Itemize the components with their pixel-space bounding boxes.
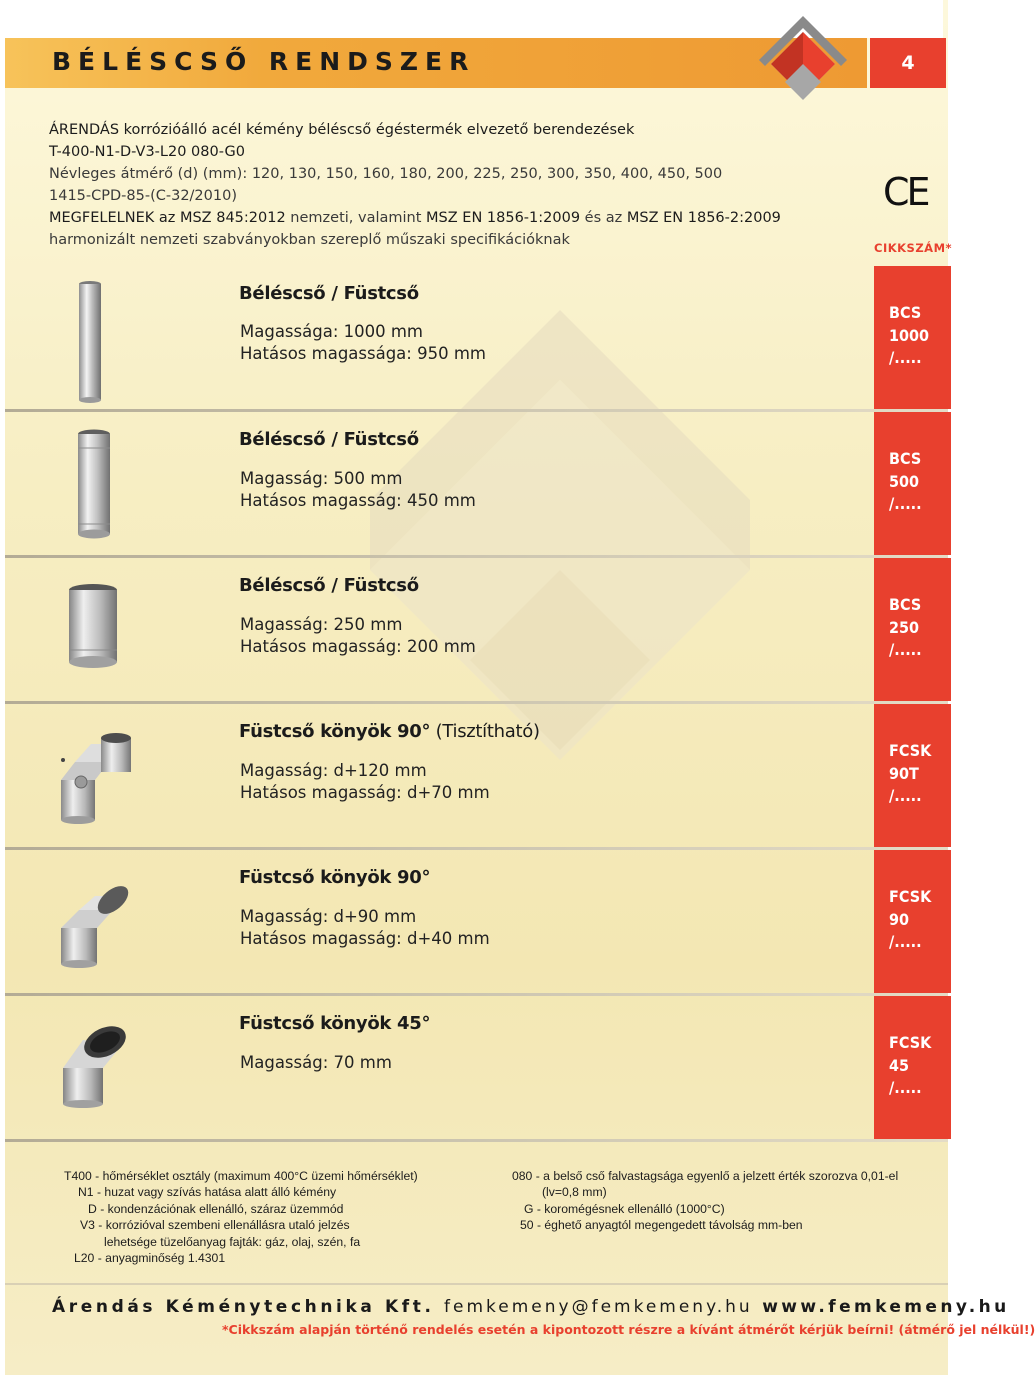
note-line: G - koromégésnek ellenálló (1000°C) [524, 1201, 725, 1216]
note-line: 50 - éghető anyagtól megengedett távolság mm-ben [520, 1218, 803, 1233]
product-row [5, 266, 948, 412]
product-title: Béléscső / Füstcső [239, 283, 419, 304]
website-link[interactable]: www.femkemeny.hu [762, 1297, 1010, 1317]
elbow-45-image [55, 1020, 139, 1110]
page-title: BÉLÉSCSŐ RENDSZER [52, 47, 476, 76]
intro-text: nemzeti, valamint [285, 210, 427, 226]
email-link[interactable]: femkemeny@femkemeny.hu [444, 1297, 753, 1317]
product-row [5, 996, 948, 1142]
intro-line: harmonizált nemzeti szabványokban szereplő műszaki specifikációknak [49, 232, 570, 248]
straight-pipe-500-image [71, 426, 117, 544]
product-code: FCSK 45 /..... [889, 1033, 932, 1097]
product-code: BCS 1000 /..... [889, 303, 930, 367]
intro-text: MEGFELELNEK az [49, 210, 180, 226]
company-logo-icon [755, 12, 851, 108]
row-divider [5, 1139, 948, 1142]
note-line: (lv=0,8 mm) [542, 1185, 607, 1200]
product-row [5, 850, 948, 996]
product-title: Béléscső / Füstcső [239, 429, 419, 450]
product-height: Magassága: 1000 mm [240, 322, 424, 341]
product-code: FCSK 90T /..... [889, 741, 932, 805]
elbow-90-cleanable-image [53, 732, 137, 824]
intro-line [49, 207, 849, 229]
product-code: BCS 500 /..... [889, 449, 922, 513]
product-code: FCSK 90 /..... [889, 887, 932, 951]
company-name: Árendás Kéménytechnika Kft. [52, 1297, 435, 1317]
product-title: Füstcső könyök 90° (Tisztítható) [239, 721, 540, 742]
note-line: N1 - huzat vagy szívás hatása alatt álló kémény [78, 1185, 337, 1200]
product-row [5, 412, 948, 558]
intro-line: Névleges átmérő (d) (mm): 120, 130, 150, 160, 180, 200, 225, 250, 300, 350, 400, 450, 500 [49, 166, 723, 182]
ce-mark: CE [883, 170, 928, 214]
product-height: Magasság: 250 mm [240, 615, 403, 634]
elbow-90-image [55, 888, 135, 970]
intro-line: ÁRENDÁS korrózióálló acél kémény béléscső égéstermék elvezető berendezések [49, 122, 635, 138]
product-row [5, 704, 948, 850]
intro-text: és az [580, 210, 627, 226]
straight-pipe-1000-image [65, 278, 115, 406]
intro-line: 1415-CPD-85-(C-32/2010) [49, 188, 237, 204]
notes-right [512, 1168, 898, 1234]
product-effective-height: Hatásos magasság: d+70 mm [240, 783, 490, 802]
product-height: Magasság: 500 mm [240, 469, 403, 488]
product-effective-height: Hatásos magasság: 450 mm [240, 491, 476, 510]
note-line: lehetsége tüzelőanyag fajták: gáz, olaj, szén, fa [104, 1234, 361, 1249]
product-title: Füstcső könyök 45° [239, 1013, 431, 1034]
order-note: *Cikkszám alapján történő rendelés esetén a kipontozott részre a kívánt átmérőt kérjük beírni! (átmérő jel nélkül!) [222, 1322, 1035, 1337]
page-number: 4 [870, 38, 946, 88]
product-height: Magasság: 70 mm [240, 1053, 392, 1072]
product-height: Magasság: d+120 mm [240, 761, 427, 780]
note-line: L20 - anyagminőség 1.4301 [74, 1251, 226, 1266]
note-line: 080 - a belső cső falvastagsága egyenlő a jelzett érték szorozva 0,01-el [512, 1169, 899, 1183]
product-code: BCS 250 /..... [889, 595, 922, 659]
product-title: Füstcső könyök 90° [239, 867, 431, 888]
note-line: V3 - korrózióval szembeni ellenállásra utaló jelzés [80, 1218, 350, 1233]
product-effective-height: Hatásos magasság: 200 mm [240, 637, 476, 656]
intro-line: T-400-N1-D-V3-L20 080-G0 [49, 144, 245, 160]
product-height: Magasság: d+90 mm [240, 907, 417, 926]
straight-pipe-250-image [63, 580, 123, 670]
product-effective-height: Hatásos magasság: d+40 mm [240, 929, 490, 948]
standard-ref: MSZ EN 1856-1:2009 [426, 210, 581, 226]
product-effective-height: Hatásos magassága: 950 mm [240, 344, 486, 363]
intro-block [49, 119, 849, 251]
footer-contact [52, 1297, 1010, 1317]
note-line: D - kondenzációnak ellenálló, száraz üzemmód [88, 1201, 344, 1216]
product-title: Béléscső / Füstcső [239, 575, 419, 596]
standard-ref: MSZ EN 1856-2:2009 [626, 210, 781, 226]
code-column-header: CIKKSZÁM* [874, 241, 953, 255]
footer-divider [5, 1283, 948, 1285]
note-line: T400 - hőmérséklet osztály (maximum 400°C üzemi hőmérséklet) [64, 1169, 418, 1183]
standard-ref: MSZ 845:2012 [179, 210, 286, 226]
product-row [5, 558, 948, 704]
notes-left [64, 1168, 418, 1266]
